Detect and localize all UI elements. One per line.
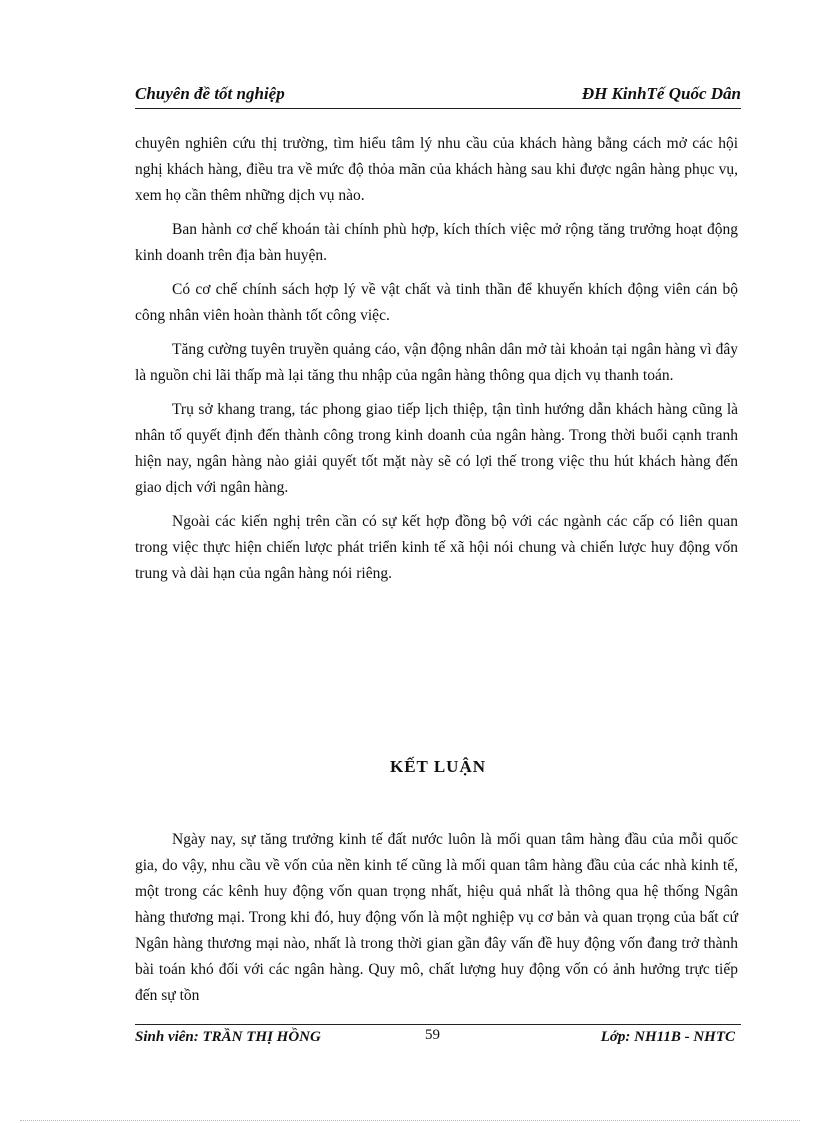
- paragraph: Có cơ chế chính sách hợp lý về vật chất và tinh thần để khuyến khích động viên cán bộ công nhân viên hoàn thành tốt công việc.: [135, 281, 738, 324]
- conclusion-heading: KẾT LUẬN: [389, 757, 486, 776]
- header-title-left: Chuyên đề tốt nghiệp: [135, 84, 285, 103]
- body-text: [135, 131, 738, 595]
- footer-student-name: Sinh viên: TRẦN THỊ HỒNG: [135, 1029, 321, 1045]
- page-footer: [135, 1024, 741, 1049]
- paragraph: Trụ sở khang trang, tác phong giao tiếp lịch thiệp, tận tình hướng dẫn khách hàng cũng là nhân tố quyết định đến thành công trong kinh doanh của ngân hàng. Trong thời buổi cạnh tranh hiện nay, ngân hàng nào giải quyết tốt mặt này sẽ có lợi thế trong việc thu hút khách hàng đến giao dịch với ngân hàng.: [135, 401, 738, 496]
- paragraph: chuyên nghiên cứu thị trường, tìm hiểu tâm lý nhu cầu của khách hàng bằng cách mở các hội nghị khách hàng, điều tra về mức độ thỏa mãn của khách hàng sau khi được ngân hàng phục vụ, xem họ cần thêm những dịch vụ nào.: [135, 135, 738, 204]
- page-number: 59: [425, 1027, 440, 1043]
- paragraph: Ban hành cơ chế khoán tài chính phù hợp, kích thích việc mở rộng tăng trưởng hoạt động kinh doanh trên địa bàn huyện.: [135, 221, 738, 264]
- footer-class: Lớp: NH11B - NHTC: [600, 1029, 735, 1045]
- page-header: [135, 82, 741, 109]
- paragraph: Tăng cường tuyên truyền quảng cáo, vận động nhân dân mở tài khoản tại ngân hàng vì đây là nguồn chi lãi thấp mà lại tăng thu nhập của ngân hàng thông qua dịch vụ thanh toán.: [135, 341, 738, 384]
- paragraph: Ngày nay, sự tăng trưởng kinh tế đất nước luôn là mối quan tâm hàng đầu của mỗi quốc gia, do vậy, nhu cầu về vốn của nền kinh tế cũng là mối quan tâm hàng đầu của các nhà kinh tế, một trong các kênh huy động vốn quan trọng nhất, hiệu quả nhất là thông qua hệ thống Ngân hàng thương mại. Trong khi đó, huy động vốn là một nghiệp vụ cơ bản và quan trọng của bất cứ Ngân hàng thương mại nào, nhất là trong thời gian gần đây vấn đề huy động vốn đang trở thành bài toán khó đối với các ngân hàng. Quy mô, chất lượng huy động vốn có ảnh hưởng trực tiếp đến sự tồn: [135, 831, 738, 1004]
- page-edge-divider: [20, 1120, 800, 1121]
- conclusion-body: [135, 827, 738, 1009]
- header-title-right: ĐH KinhTế Quốc Dân: [581, 84, 741, 103]
- paragraph: Ngoài các kiến nghị trên cần có sự kết hợp đồng bộ với các ngành các cấp có liên quan trong việc thực hiện chiến lược phát triển kinh tế xã hội nói chung và chiến lược huy động vốn trung và dài hạn của ngân hàng nói riêng.: [135, 513, 738, 582]
